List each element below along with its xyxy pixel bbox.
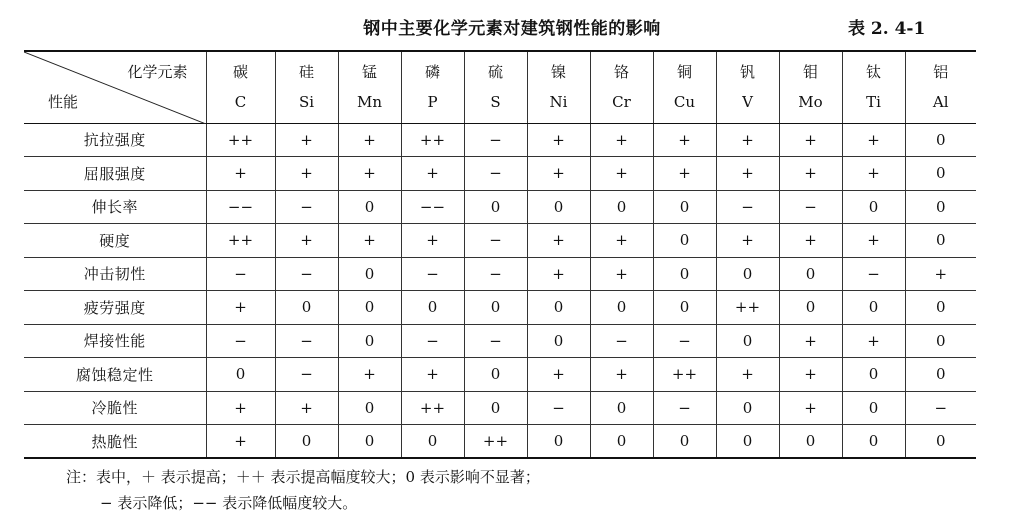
element-header-s — [464, 51, 527, 123]
effect-cell: 0 — [842, 358, 905, 392]
element-header-cu — [653, 51, 716, 123]
effect-cell: + — [206, 391, 275, 425]
table-row — [24, 291, 976, 325]
effect-cell: −− — [206, 190, 275, 224]
effect-cell: 0 — [905, 291, 976, 325]
element-name: 铬 — [613, 63, 629, 82]
effect-cell: 0 — [464, 190, 527, 224]
element-name: 磷 — [424, 63, 440, 82]
element-symbol: Ti — [866, 93, 881, 112]
effect-cell: 0 — [779, 291, 842, 325]
effect-cell: 0 — [842, 190, 905, 224]
effect-cell: 0 — [464, 291, 527, 325]
effect-cell: 0 — [779, 257, 842, 291]
effect-cell: 0 — [338, 257, 401, 291]
effect-cell: + — [401, 224, 464, 258]
effect-cell: + — [779, 324, 842, 358]
effect-cell: 0 — [527, 291, 590, 325]
effect-cell: + — [716, 123, 779, 157]
table-row — [24, 391, 976, 425]
element-name: 钒 — [739, 63, 755, 82]
effect-cell: 0 — [842, 391, 905, 425]
effect-cell: + — [590, 257, 653, 291]
effect-cell: 0 — [338, 391, 401, 425]
effect-cell: + — [527, 257, 590, 291]
effect-cell: + — [779, 123, 842, 157]
effect-cell: + — [716, 358, 779, 392]
table-title: 钢中主要化学元素对建筑钢性能的影响 — [363, 19, 661, 39]
effect-cell: 0 — [401, 425, 464, 459]
property-cell: 伸长率 — [24, 190, 206, 224]
effect-cell: ++ — [464, 425, 527, 459]
table-row — [24, 324, 976, 358]
effect-cell: 0 — [842, 291, 905, 325]
effect-cell: + — [401, 157, 464, 191]
element-name: 硫 — [487, 63, 503, 82]
effect-cell: − — [464, 224, 527, 258]
effect-cell: 0 — [716, 324, 779, 358]
effect-cell: − — [401, 324, 464, 358]
table-row — [24, 425, 976, 459]
effect-cell: 0 — [464, 391, 527, 425]
element-header-si — [275, 51, 338, 123]
effect-cell: 0 — [590, 291, 653, 325]
effect-cell: + — [206, 425, 275, 459]
effect-cell: + — [842, 324, 905, 358]
element-name: 碳 — [232, 63, 248, 82]
effect-cell: − — [842, 257, 905, 291]
effect-cell: −− — [401, 190, 464, 224]
element-header-cr — [590, 51, 653, 123]
effect-cell: + — [842, 224, 905, 258]
effect-cell: + — [905, 257, 976, 291]
header-row — [24, 51, 976, 123]
effect-cell: 0 — [905, 358, 976, 392]
table-row — [24, 190, 976, 224]
effect-cell: 0 — [716, 391, 779, 425]
effect-cell: 0 — [779, 425, 842, 459]
corner-label-properties: 性能 — [48, 93, 79, 111]
element-name: 铜 — [676, 63, 692, 82]
element-symbol: Ni — [549, 93, 568, 112]
effect-cell: − — [206, 324, 275, 358]
effect-cell: − — [716, 190, 779, 224]
effect-cell: 0 — [905, 157, 976, 191]
effect-cell: − — [464, 257, 527, 291]
element-symbol: P — [427, 93, 438, 112]
element-name: 钛 — [865, 63, 881, 82]
effect-cell: + — [338, 123, 401, 157]
table-row — [24, 257, 976, 291]
effect-cell: 0 — [275, 425, 338, 459]
effect-cell: + — [338, 224, 401, 258]
property-cell: 腐蚀稳定性 — [24, 358, 206, 392]
effect-cell: ++ — [206, 123, 275, 157]
effect-cell: − — [275, 257, 338, 291]
effect-cell: 0 — [206, 358, 275, 392]
element-header-p — [401, 51, 464, 123]
element-header-ti — [842, 51, 905, 123]
effect-cell: 0 — [338, 324, 401, 358]
table-row — [24, 123, 976, 157]
effect-cell: 0 — [527, 190, 590, 224]
effect-cell: − — [464, 157, 527, 191]
effect-cell: + — [275, 123, 338, 157]
effect-cell: 0 — [527, 425, 590, 459]
property-cell: 屈服强度 — [24, 157, 206, 191]
property-cell: 焊接性能 — [24, 324, 206, 358]
effect-cell: + — [653, 157, 716, 191]
effect-cell: 0 — [653, 291, 716, 325]
element-header-mn — [338, 51, 401, 123]
table-body — [24, 123, 976, 458]
effect-cell: + — [338, 157, 401, 191]
effect-cell: 0 — [401, 291, 464, 325]
element-header-al — [905, 51, 976, 123]
effect-cell: + — [206, 157, 275, 191]
property-cell: 冷脆性 — [24, 391, 206, 425]
effect-cell: + — [653, 123, 716, 157]
element-symbol: Al — [932, 93, 949, 112]
effect-cell: − — [905, 391, 976, 425]
effect-cell: ++ — [401, 391, 464, 425]
effect-cell: − — [275, 190, 338, 224]
effect-cell: − — [464, 324, 527, 358]
element-symbol: V — [742, 93, 753, 112]
effect-cell: + — [527, 224, 590, 258]
effect-cell: + — [842, 123, 905, 157]
effect-cell: + — [206, 291, 275, 325]
effect-cell: + — [590, 224, 653, 258]
effect-cell: 0 — [590, 425, 653, 459]
table-row — [24, 157, 976, 191]
effect-cell: + — [590, 358, 653, 392]
effect-cell: 0 — [527, 324, 590, 358]
effect-cell: − — [590, 324, 653, 358]
effect-cell: + — [527, 123, 590, 157]
effect-cell: 0 — [590, 391, 653, 425]
effect-cell: + — [338, 358, 401, 392]
effect-cell: 0 — [716, 257, 779, 291]
element-effects-table — [24, 50, 976, 459]
element-name: 锰 — [361, 63, 377, 82]
effect-cell: 0 — [275, 291, 338, 325]
effect-cell: − — [275, 324, 338, 358]
effect-cell: + — [842, 157, 905, 191]
table-row — [24, 358, 976, 392]
effect-cell: ++ — [653, 358, 716, 392]
element-name: 钼 — [802, 63, 818, 82]
property-cell: 冲击韧性 — [24, 257, 206, 291]
corner-header-cell — [24, 51, 206, 123]
effect-cell: − — [464, 123, 527, 157]
effect-cell: + — [275, 224, 338, 258]
element-header-c — [206, 51, 275, 123]
effect-cell: ++ — [206, 224, 275, 258]
element-symbol: Mo — [798, 93, 823, 112]
effect-cell: 0 — [905, 123, 976, 157]
element-symbol: Si — [298, 93, 315, 112]
effect-cell: + — [716, 157, 779, 191]
effect-cell: + — [275, 157, 338, 191]
effect-cell: + — [779, 224, 842, 258]
effect-cell: 0 — [338, 425, 401, 459]
element-symbol: Cr — [612, 93, 631, 112]
effect-cell: + — [779, 157, 842, 191]
effect-cell: + — [527, 358, 590, 392]
table-row — [24, 224, 976, 258]
effect-cell: − — [527, 391, 590, 425]
element-name: 硅 — [298, 63, 314, 82]
property-cell: 硬度 — [24, 224, 206, 258]
property-cell: 热脆性 — [24, 425, 206, 459]
property-cell: 疲劳强度 — [24, 291, 206, 325]
effect-cell: 0 — [905, 324, 976, 358]
table-note-line-2: − 表示降低；−− 表示降低幅度较大。 — [100, 494, 358, 512]
effect-cell: 0 — [338, 190, 401, 224]
effect-cell: 0 — [716, 425, 779, 459]
effect-cell: 0 — [905, 224, 976, 258]
element-header-mo — [779, 51, 842, 123]
effect-cell: 0 — [653, 257, 716, 291]
effect-cell: 0 — [590, 190, 653, 224]
table-note-line-1: 注：表中，＋ 表示提高；＋＋ 表示提高幅度较大；0 表示影响不显著； — [66, 468, 540, 486]
element-symbol: S — [490, 93, 501, 112]
effect-cell: − — [653, 324, 716, 358]
effect-cell: 0 — [338, 291, 401, 325]
element-header-ni — [527, 51, 590, 123]
effect-cell: 0 — [842, 425, 905, 459]
effect-cell: + — [275, 391, 338, 425]
element-symbol: Mn — [356, 93, 383, 112]
effect-cell: 0 — [653, 425, 716, 459]
effect-cell: − — [206, 257, 275, 291]
effect-cell: + — [779, 391, 842, 425]
effect-cell: − — [779, 190, 842, 224]
element-name: 镍 — [550, 63, 566, 82]
property-cell: 抗拉强度 — [24, 123, 206, 157]
element-header-v — [716, 51, 779, 123]
effect-cell: + — [527, 157, 590, 191]
element-name: 铝 — [933, 63, 949, 82]
effect-cell: 0 — [653, 190, 716, 224]
element-symbol: Cu — [673, 93, 696, 112]
effect-cell: − — [401, 257, 464, 291]
corner-label-elements: 化学元素 — [127, 63, 188, 81]
effect-cell: + — [716, 224, 779, 258]
effect-cell: + — [590, 157, 653, 191]
effect-cell: + — [779, 358, 842, 392]
effect-cell: ++ — [401, 123, 464, 157]
effect-cell: − — [653, 391, 716, 425]
element-symbol: C — [234, 93, 247, 112]
effect-cell: + — [401, 358, 464, 392]
effect-cell: + — [590, 123, 653, 157]
effect-cell: ++ — [716, 291, 779, 325]
effect-cell: 0 — [905, 190, 976, 224]
effect-cell: 0 — [905, 425, 976, 459]
effect-cell: − — [275, 358, 338, 392]
table-number: 表 2. 4-1 — [848, 19, 926, 39]
effect-cell: 0 — [464, 358, 527, 392]
effect-cell: 0 — [653, 224, 716, 258]
